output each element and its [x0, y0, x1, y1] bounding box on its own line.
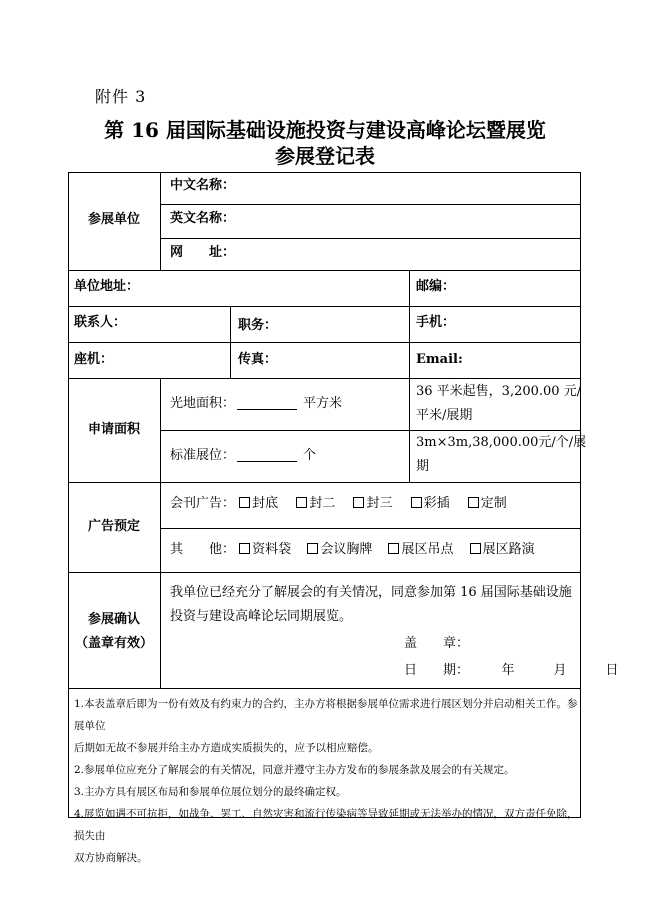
address-label: 单位地址：	[74, 279, 140, 294]
confirmation-label: 参展确认	[87, 612, 140, 627]
checkbox[interactable]	[468, 497, 479, 508]
option-back-cover[interactable]: 封底	[239, 496, 278, 511]
row-divider	[68, 572, 581, 573]
standard-booth-input-line[interactable]	[237, 449, 297, 462]
column-divider	[409, 270, 410, 378]
row-divider	[68, 482, 581, 483]
raw-space-input-line[interactable]	[237, 397, 297, 410]
checkbox[interactable]	[307, 543, 318, 554]
row-divider	[68, 378, 581, 379]
confirmation-sublabel: （盖章有效）	[74, 636, 153, 651]
option-hanging-point[interactable]: 展区吊点	[388, 542, 453, 557]
option-badge[interactable]: 会议胸牌	[307, 542, 372, 557]
standard-booth-price-line1: 3m×3m,38,000.00元/个/展	[416, 435, 587, 450]
attachment-label: 附件 3	[95, 87, 147, 106]
option-color-insert[interactable]: 彩插	[411, 496, 450, 511]
form-subtitle: 参展登记表	[275, 144, 375, 168]
row-divider	[160, 238, 581, 239]
standard-booth-label: 标准展位：	[170, 448, 236, 463]
standard-booth-row	[170, 449, 316, 462]
cn-name-label: 中文名称：	[170, 178, 236, 193]
option-roadshow[interactable]: 展区路演	[470, 542, 535, 557]
column-divider	[409, 378, 410, 482]
row-divider	[160, 204, 581, 205]
position-label: 职务：	[238, 318, 278, 333]
row-divider	[68, 688, 581, 689]
checkbox[interactable]	[470, 543, 481, 554]
standard-booth-price-line2: 期	[416, 459, 430, 474]
en-name-label: 英文名称：	[170, 211, 236, 226]
raw-space-price-line2: 平米/展期	[416, 408, 473, 423]
notes-section	[74, 693, 579, 869]
note-line: 双方协商解决。	[74, 852, 148, 864]
row-divider	[68, 342, 581, 343]
checkbox[interactable]	[296, 497, 307, 508]
raw-space-label: 光地面积：	[170, 396, 236, 411]
other-ad-row	[170, 543, 535, 556]
checkbox[interactable]	[353, 497, 364, 508]
date-label: 日 期： 年 月 日	[404, 663, 619, 678]
note-line: 2.参展单位应充分了解展会的有关情况，同意并遵守主办方发布的参展条款及展会的有关规定。	[74, 764, 515, 776]
note-line: 1.本表盖章后即为一份有效及有约束力的合约，主办方将根据参展单位需求进行展区划分并启动相关工作。参展单位	[74, 698, 578, 732]
note-line: 4.展览如遇不可抗拒，如战争、罢工、自然灾害和流行传染病等导致延期或无法举办的情况，双方责任免除，损失由	[74, 808, 578, 842]
row-divider	[68, 270, 581, 271]
phone-label: 座机：	[74, 352, 114, 367]
checkbox[interactable]	[239, 497, 250, 508]
confirmation-statement-line2: 投资与建设高峰论坛同期展览。	[170, 609, 353, 624]
note-line: 3.主办方具有展区布局和参展单位展位划分的最终确定权。	[74, 786, 347, 798]
mobile-label: 手机：	[416, 315, 456, 330]
journal-ad-row	[170, 497, 507, 510]
column-divider	[230, 306, 231, 378]
form-title: 第 16 届国际基础设施投资与建设高峰论坛暨展览	[104, 118, 546, 142]
raw-space-unit: 平方米	[303, 396, 343, 411]
raw-space-price-line1: 36 平米起售，3,200.00 元/	[416, 384, 582, 399]
column-divider	[160, 172, 161, 270]
application-area-label: 申请面积	[87, 422, 140, 437]
row-divider	[160, 528, 581, 529]
option-custom[interactable]: 定制	[468, 496, 507, 511]
exhibitor-unit-label: 参展单位	[87, 212, 140, 227]
advertising-label: 广告预定	[87, 519, 140, 534]
standard-booth-unit: 个	[303, 448, 317, 463]
other-ad-label: 其 他：	[170, 542, 236, 557]
row-divider	[160, 430, 581, 431]
row-divider	[68, 306, 581, 307]
checkbox[interactable]	[411, 497, 422, 508]
website-label: 网 址：	[170, 245, 236, 260]
postcode-label: 邮编：	[416, 279, 456, 294]
option-inside-back[interactable]: 封三	[353, 496, 392, 511]
option-inside-front[interactable]: 封二	[296, 496, 335, 511]
confirmation-statement-line1: 我单位已经充分了解展会的有关情况，同意参加第 16 届国际基础设施	[170, 585, 572, 600]
email-label: Email:	[416, 352, 463, 367]
seal-label: 盖 章：	[404, 636, 470, 651]
checkbox[interactable]	[239, 543, 250, 554]
option-bag[interactable]: 资料袋	[239, 542, 291, 557]
fax-label: 传真：	[238, 352, 278, 367]
column-divider	[160, 378, 161, 688]
checkbox[interactable]	[388, 543, 399, 554]
contact-label: 联系人：	[74, 315, 127, 330]
note-line: 后期如无故不参展并给主办方造成实质损失的，应予以相应赔偿。	[74, 742, 379, 754]
raw-space-row	[170, 397, 342, 410]
journal-ad-label: 会刊广告：	[170, 496, 236, 511]
